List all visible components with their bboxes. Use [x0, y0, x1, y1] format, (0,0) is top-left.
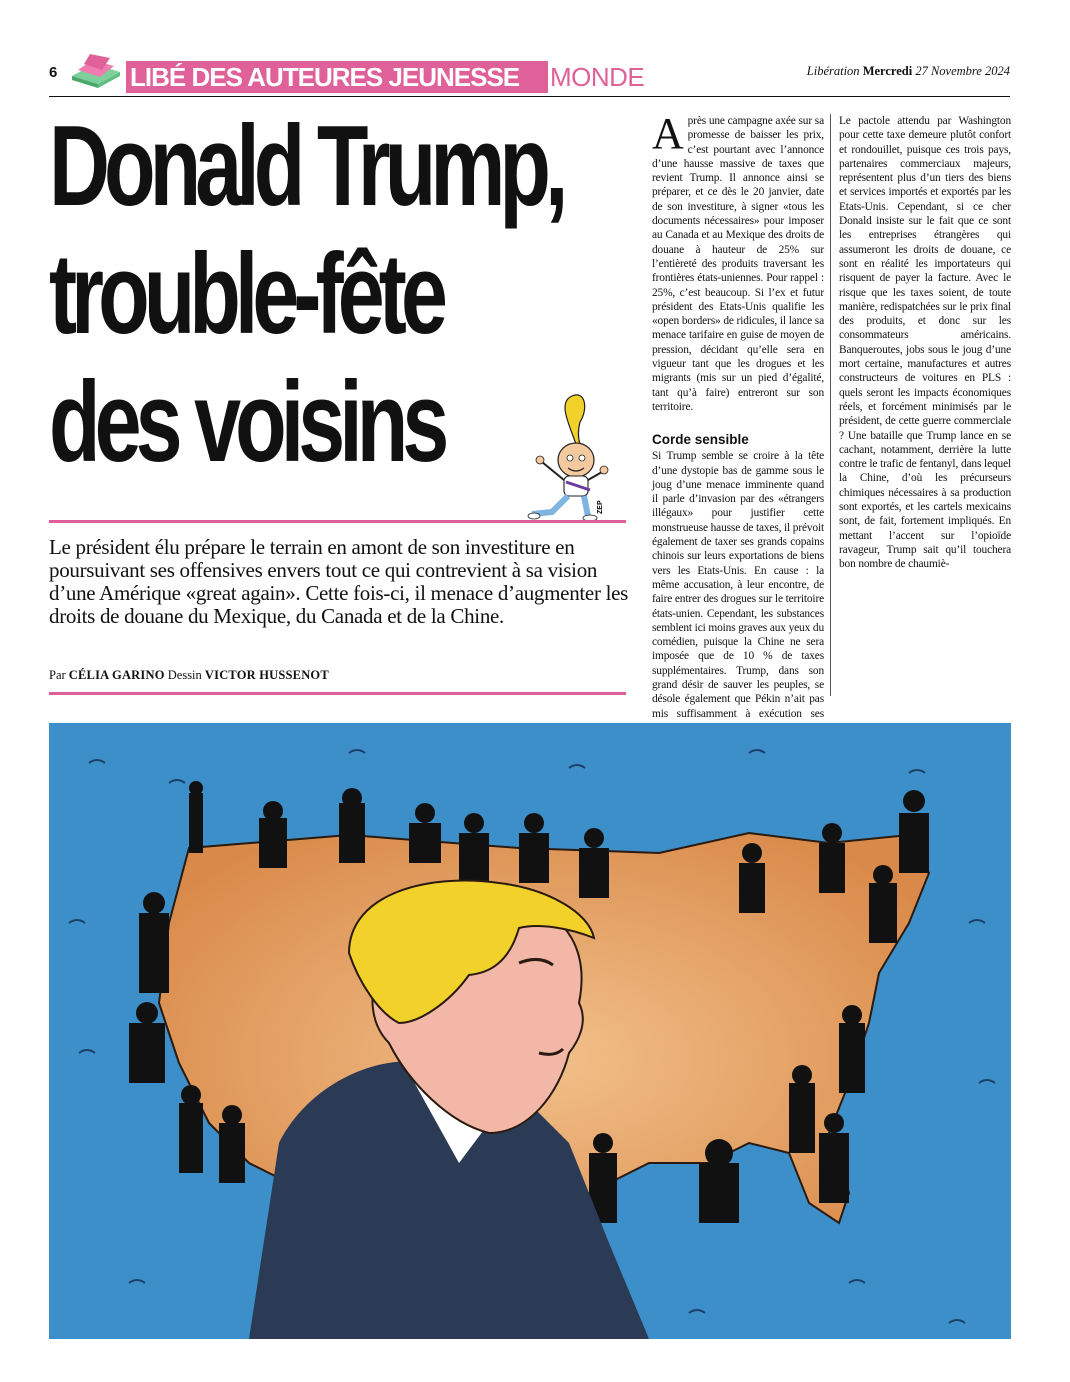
paragraph-1-text: près une campagne axée sur sa promesse de baisser les prix, c’est pourtant avec l’annonce d’une hausse massive de taxes que revient Trump. Il annonce ainsi se préparer, et ce dès le 20 janvier, date de son investiture, à signer «tous les documents nécessaires» pour imposer au Canada et au Mexique des droits de douane à hauteur de 25% sur l’entièreté des produits traversant les frontières états-uniennes. Pour rappel : 25%, c’est beaucoup. Si l’ex et futur président des Etats-Unis qualifie les «open borders» de ridicules, il lance sa menace tarifaire en guise de moyen de pression, décidant qu’elle sera en vigueur tant que les drogues et les migrants (mis sur un pied d’égalité, tant qu’à faire) entreront sur son territoire.: [652, 115, 824, 413]
titeuf-mascot-illustration: [528, 392, 610, 522]
drop-cap: A: [652, 109, 684, 158]
author-name: CÉLIA GARINO: [68, 668, 165, 682]
body-column-2: [839, 114, 1011, 698]
pink-rule-bottom: [49, 692, 626, 695]
byline-prefix: Par: [49, 668, 66, 682]
headline-line-1: Donald Trump,: [49, 103, 563, 230]
paragraph-2: Si Trump semble se croire à la tête d’une dystopie bas de gamme sous le joug d’une menace imminente quand il parle d’invasion par des «étrangers illégaux» pour justifier cette monstrueuse hausse de taxes, il prévoit également de taxer ses grands copains chinois sur leurs exportations de biens vers les Etats-Unis. En cause : la même accusation, à leur encontre, de faire entrer des drogues sur le territoire états-unien. Cependant, les substances semblent ici moins graves aux yeux du comédien, puisque la Chine ne sera imposée que de 10 % de taxes supplémentaires. Trump, dans son grand désir de sauver les peuples, se désole également que Pékin n’ait pas mis suffisamment à exécution ses: [652, 450, 824, 720]
headline-line-3: des voisins: [49, 359, 444, 486]
trump-usa-map-illustration: [49, 723, 1011, 1339]
illustrator-name: VICTOR HUSSENOT: [204, 668, 329, 682]
rubric-banner: LIBÉ DES AUTEURES JEUNESSE: [126, 61, 548, 93]
header-rule: [49, 96, 1010, 97]
pink-rule-top: [49, 520, 626, 523]
paragraph-3: Le pactole attendu par Washington pour cette taxe demeure plutôt confort et rondouillet, puisque ces trois pays, partenaires commerciaux majeurs, représentent plus d’un tiers des biens et services importés et exportés par les Etats-Unis. Cependant, si ce cher Donald insiste sur le fait que ce sont les entreprises étrangères qui assumeront les droits de douane, ce sont en réalité les importateurs qui risquent de payer la facture. Avec le risque que les taxes soient, de toute manière, redispatchées sur le prix final des produits, et donc sur les consommateurs américains. Banqueroutes, jobs sous le joug d’une mort certaine, manufactures et autres constructeurs de voitures en PLS : quels seront les impacts économiques réels, et forcément minimisés par le président, de cette guerre commerciale ? Une bataille que Trump lance en se cachant, notamment, derrière la lutte contre le trafic de fentanyl, dans lequel la Chine, d’où les précurseurs chimiques nécessaires à sa production sont exportés, et les cartels mexicains sont, de fait, fortement impliqués. En mettant l’accent sur l’opioïde ravageur, Trump sait qu’il touchera bon nombre de chaumiè-: [839, 115, 1011, 571]
byline: [49, 668, 329, 683]
body-column-1: [652, 109, 824, 720]
book-stack-icon: [68, 52, 124, 90]
dateline-day: Mercredi: [862, 64, 913, 78]
column-divider: [830, 114, 831, 696]
headline: [49, 103, 563, 488]
dateline-paper: Libération: [806, 64, 860, 78]
dateline-date: 27 Novembre 2024: [915, 64, 1010, 78]
headline-line-2: trouble-fête: [49, 231, 442, 358]
subheading: Corde sensible: [652, 432, 749, 448]
drawing-prefix: Dessin: [167, 668, 202, 682]
mascot-signature: ZEP: [597, 500, 604, 514]
page-number: 6: [49, 64, 58, 81]
standfirst: Le président élu prépare le terrain en amont de son investiture en poursuivant ses offensives envers tout ce qui contrevient à sa vision d’une Amérique «great again». Cette fois-ci, il menace d’augmenter les droits de douane du Mexique, du Canada et de la Chine.: [49, 535, 629, 628]
dateline: [807, 64, 1010, 79]
section-label: MONDE: [550, 62, 645, 92]
paragraph-1: [652, 109, 824, 414]
